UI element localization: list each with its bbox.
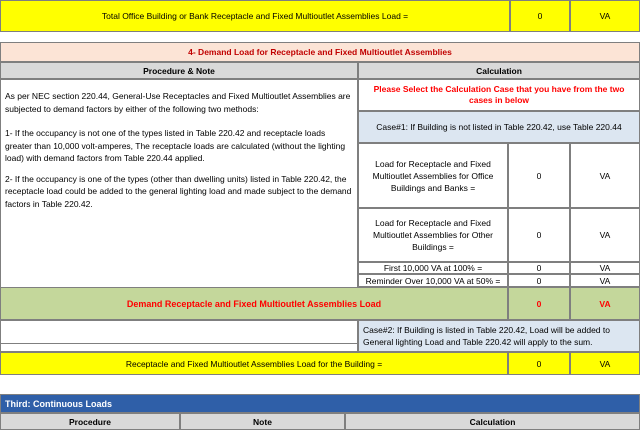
demand-load-unit: VA [570,287,640,320]
note-method-1: 1- If the occupancy is not one of the types listed in Table 220.42 and receptacle loads greater than 10,000 volt-amperes, The receptacle loads are calculated (without the lighting load) with demand factors from Table 220.44 applied. [5,128,346,163]
building-load-value[interactable]: 0 [508,352,570,375]
summary-label: Total Office Building or Bank Receptacle and Fixed Multioutlet Assemblies Load = [0,0,510,32]
other-load-unit: VA [570,208,640,262]
note-method-2: 2- If the occupancy is one of the types (other than dwelling units) listed in Table 220.42, the receptacle load could be added to the general lighting load and made subject to the demand factors in Table 220.42. [5,173,352,209]
office-load-value[interactable]: 0 [508,143,570,208]
first-10000-label: First 10,000 VA at 100% = [358,262,508,274]
summary-value[interactable]: 0 [510,0,570,32]
note-intro: As per NEC section 220.44, General-Use Receptacles and Fixed Multioutlet Assemblies are subjected to demand factors by either of the following two methods: [5,91,351,114]
section3-title: Third: Continuous Loads [0,394,640,413]
building-load-label: Receptacle and Fixed Multioutlet Assemblies Load for the Building = [0,352,508,375]
summary-unit: VA [570,0,640,32]
section3-procedure-header: Procedure [0,413,180,430]
building-load-unit: VA [570,352,640,375]
first-10000-unit: VA [570,262,640,274]
other-load-label: Load for Receptacle and Fixed Multioutlet Assemblies for Other Buildings = [358,208,508,262]
office-load-unit: VA [570,143,640,208]
first-10000-value[interactable]: 0 [508,262,570,274]
section4-title: 4- Demand Load for Receptacle and Fixed Multioutlet Assemblies [0,42,640,62]
case2-option[interactable]: Case#2: If Building is listed in Table 220.42, Load will be added to General lighting Load and Table 220.42 will apply to the sum. [358,320,640,352]
reminder-label: Reminder Over 10,000 VA at 50% = [358,274,508,287]
case2-blank [0,320,358,352]
demand-load-value[interactable]: 0 [508,287,570,320]
case1-option[interactable]: Case#1: If Building is not listed in Table 220.42, use Table 220.44 [358,111,640,143]
select-case-prompt: Please Select the Calculation Case that you have from the two cases in below [358,79,640,111]
office-load-label: Load for Receptacle and Fixed Multioutlet Assemblies for Office Buildings and Banks = [358,143,508,208]
procedure-header: Procedure & Note [0,62,358,79]
reminder-value[interactable]: 0 [508,274,570,287]
section3-note-header: Note [180,413,345,430]
calculation-header: Calculation [358,62,640,79]
demand-load-label: Demand Receptacle and Fixed Multioutlet Assemblies Load [0,287,508,320]
section3-calculation-header: Calculation [345,413,640,430]
other-load-value[interactable]: 0 [508,208,570,262]
reminder-unit: VA [570,274,640,287]
